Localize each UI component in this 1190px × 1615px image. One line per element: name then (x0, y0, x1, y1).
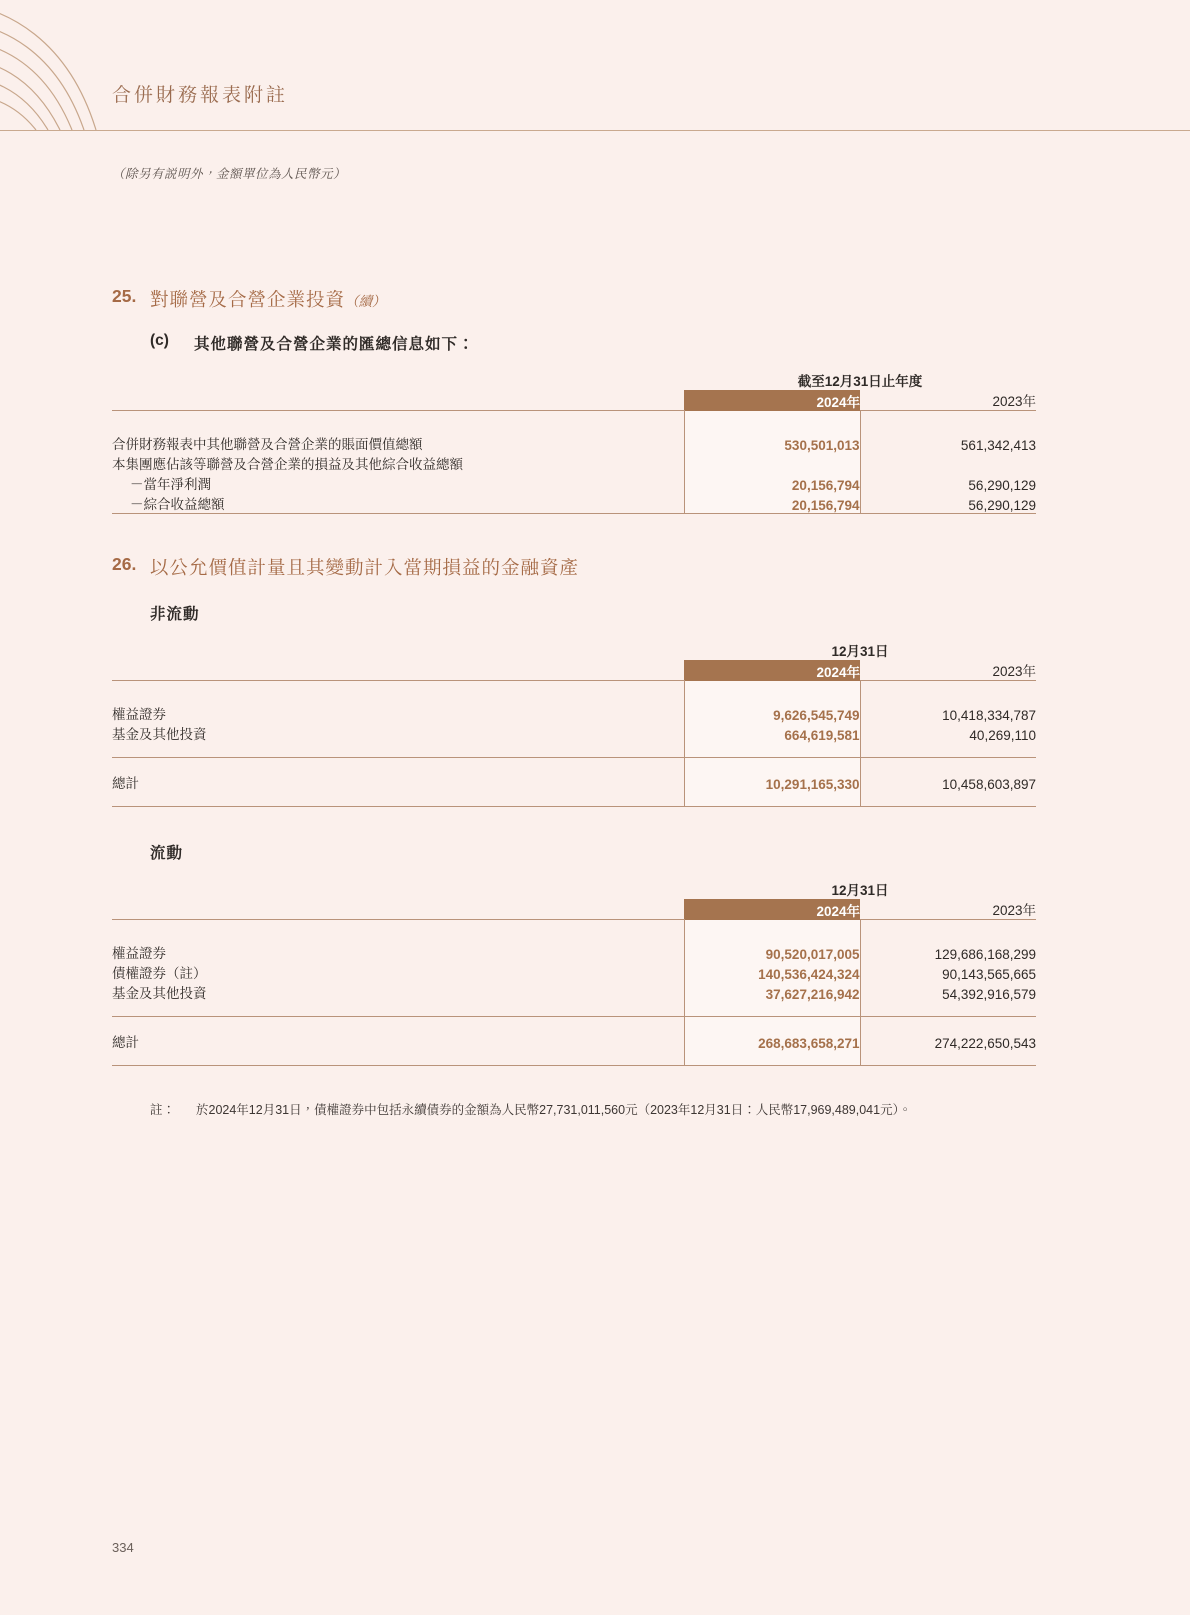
total-value-2024: 10,291,165,330 (684, 772, 860, 792)
note-25-continued: （續） (345, 294, 386, 309)
row-value-2024: 664,619,581 (684, 723, 860, 743)
table-span-header-row (112, 370, 1036, 390)
current-table (112, 879, 1036, 1066)
note-26-current-heading: 流動 (150, 845, 184, 862)
page-content (0, 286, 1190, 1121)
row-value-2023 (860, 453, 1036, 473)
table-row (112, 703, 1036, 723)
table-column-header-row (112, 899, 1036, 920)
row-label: 債權證券（註） (112, 966, 207, 981)
table-span-header-row (112, 640, 1036, 660)
note-25-title (150, 286, 386, 312)
footnote-mark: 註： (150, 1103, 176, 1117)
table-row (112, 982, 1036, 1002)
row-value-2023: 40,269,110 (969, 728, 1036, 743)
span-header: 12月31日 (831, 883, 889, 898)
table-row (112, 433, 1036, 453)
page-number: 334 (112, 1540, 134, 1555)
row-value-2023: 561,342,413 (960, 438, 1036, 453)
table-row (112, 453, 1036, 473)
row-value-2024: 140,536,424,324 (684, 962, 860, 982)
note-26-noncurrent-heading: 非流動 (150, 606, 200, 623)
note-26-title: 以公允價值計量且其變動計入當期損益的金融資產 (150, 557, 580, 578)
span-header: 12月31日 (831, 644, 889, 659)
note-25-block (112, 286, 1078, 514)
table-column-header-row (112, 660, 1036, 681)
row-label: －當年淨利潤 (130, 477, 211, 492)
spacer-row (112, 411, 1036, 434)
note-25c-table-wrap (112, 370, 1078, 514)
total-value-2023: 10,458,603,897 (942, 777, 1036, 792)
total-row (112, 1031, 1036, 1051)
table-row (112, 942, 1036, 962)
column-header-2024: 2024年 (684, 660, 860, 681)
column-header-2024: 2024年 (684, 899, 860, 920)
row-value-2024: 530,501,013 (684, 433, 860, 453)
row-value-2023: 129,686,168,299 (934, 947, 1036, 962)
row-label: －綜合收益總額 (112, 493, 684, 514)
note-26-block (112, 554, 1078, 1121)
row-value-2023: 90,143,565,665 (942, 967, 1036, 982)
span-header: 截至12月31日止年度 (797, 374, 923, 389)
spacer-row (112, 920, 1036, 943)
row-value-2024: 90,520,017,005 (684, 942, 860, 962)
total-value-2023: 274,222,650,543 (934, 1036, 1036, 1051)
column-header-2024: 2024年 (684, 390, 860, 411)
spacer-row (112, 681, 1036, 704)
table-row (112, 962, 1036, 982)
spacer-row (112, 758, 1036, 772)
note-25c-heading (150, 332, 1078, 354)
note-25-heading (112, 286, 1078, 312)
row-label: 基金及其他投資 (112, 986, 207, 1001)
note-26-number: 26. (112, 554, 137, 574)
row-value-2023: 56,290,129 (860, 493, 1036, 514)
row-value-2024 (684, 453, 860, 473)
note-26-heading (112, 554, 1078, 580)
noncurrent-table (112, 640, 1036, 807)
row-value-2024: 37,627,216,942 (684, 982, 860, 1002)
table-column-header-row (112, 390, 1036, 411)
row-value-2024: 20,156,794 (684, 493, 860, 514)
row-value-2023: 10,418,334,787 (942, 708, 1036, 723)
page-title: 合併財務報表附註 (112, 85, 289, 106)
total-row (112, 772, 1036, 792)
spacer-row (112, 743, 1036, 758)
table-footnote (150, 1100, 1078, 1121)
note-25c-table (112, 370, 1036, 514)
total-value-2024: 268,683,658,271 (684, 1031, 860, 1051)
spacer-row (112, 792, 1036, 807)
page-header (0, 0, 1190, 138)
row-label: 權益證券 (112, 707, 166, 722)
spacer-row (112, 1002, 1036, 1017)
note-25-number: 25. (112, 286, 137, 306)
row-label: 權益證券 (112, 946, 166, 961)
column-header-2023: 2023年 (860, 899, 1036, 920)
row-label: 本集團應佔該等聯營及合營企業的損益及其他綜合收益總額 (112, 457, 463, 472)
total-label: 總計 (112, 776, 139, 791)
note-25c-label: (c) (150, 332, 169, 349)
row-value-2024: 9,626,545,749 (684, 703, 860, 723)
row-label: 基金及其他投資 (112, 727, 207, 742)
table-row (112, 723, 1036, 743)
footnote-text: 於2024年12月31日，債權證券中包括永續債券的金額為人民幣27,731,011,560元（2023年12月31日：人民幣17,969,489,041元）。 (196, 1103, 912, 1117)
spacer-row (112, 1051, 1036, 1066)
header-divider (0, 130, 1190, 131)
currency-unit-note: （除另有説明外，金額單位為人民幣元） (112, 167, 347, 181)
current-table-wrap (112, 879, 1078, 1066)
note-25-title-text: 對聯營及合營企業投資 (150, 289, 346, 310)
row-value-2024: 20,156,794 (684, 473, 860, 493)
table-row (112, 473, 1036, 493)
note-25c-text: 其他聯營及合營企業的匯總信息如下： (194, 336, 475, 353)
column-header-2023: 2023年 (860, 660, 1036, 681)
spacer-row (112, 1017, 1036, 1031)
row-value-2023: 56,290,129 (968, 478, 1036, 493)
column-header-2023: 2023年 (860, 390, 1036, 411)
table-span-header-row (112, 879, 1036, 899)
total-label: 總計 (112, 1035, 139, 1050)
table-row (112, 493, 1036, 514)
arc-lines-decoration-icon (0, 0, 190, 140)
row-value-2023: 54,392,916,579 (942, 987, 1036, 1002)
row-label: 合併財務報表中其他聯營及合營企業的賬面價值總額 (112, 437, 423, 452)
noncurrent-table-wrap (112, 640, 1078, 807)
